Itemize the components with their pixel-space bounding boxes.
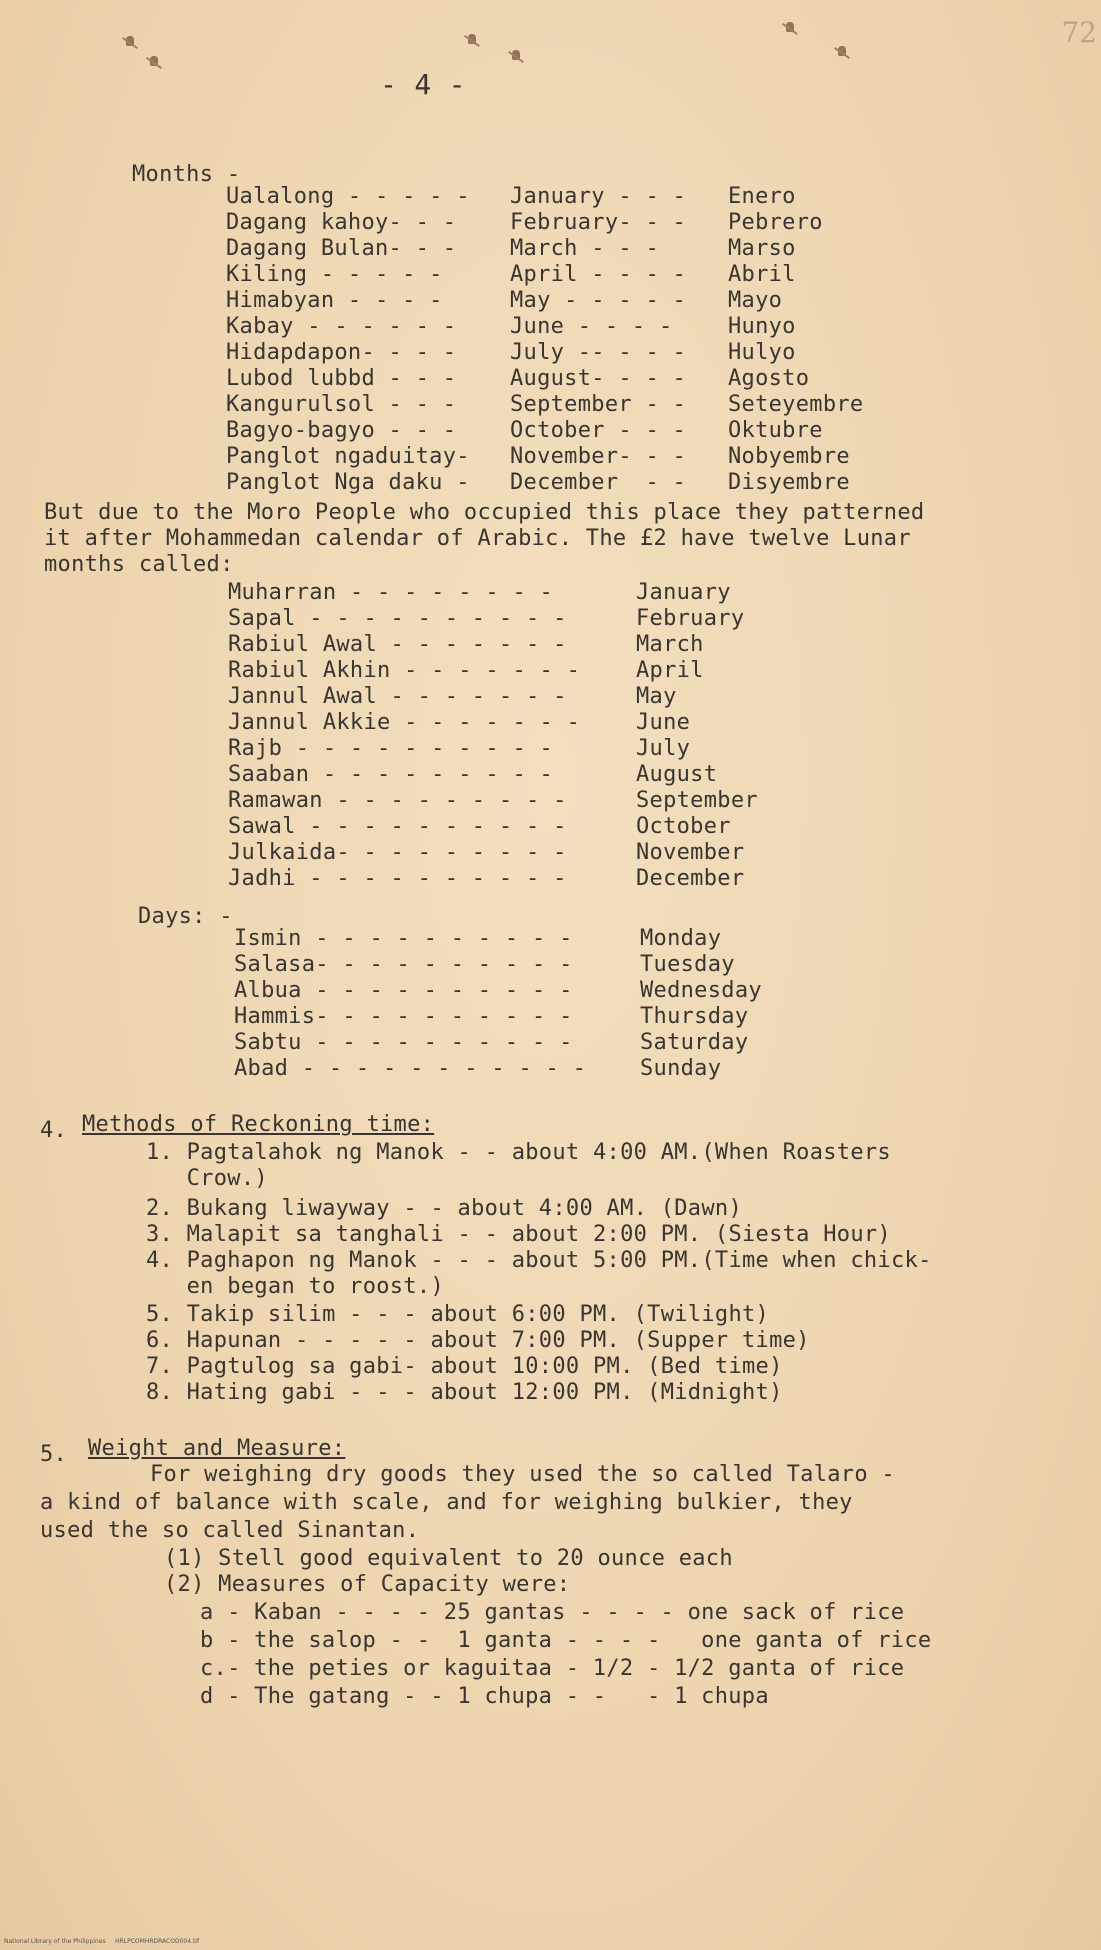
- month-spanish: Enero: [728, 184, 796, 209]
- capacity-item: a - Kaban - - - - 25 gantas - - - - one sack of rice: [200, 1600, 905, 1625]
- month-local: Himabyan - - - -: [226, 288, 443, 313]
- month-english: May - - - - -: [510, 288, 687, 313]
- day-english: Saturday: [640, 1030, 749, 1055]
- capacity-item: c.- the peties or kaguitaa - 1/2 - 1/2 ganta of rice: [200, 1656, 905, 1681]
- month-spanish: Abril: [728, 262, 796, 287]
- month-spanish: Pebrero: [728, 210, 823, 235]
- day-english: Sunday: [640, 1056, 722, 1081]
- day-english: Thursday: [640, 1004, 749, 1029]
- month-local: Dagang Bulan- - -: [226, 236, 457, 261]
- month-english: October - - -: [510, 418, 687, 443]
- month-spanish: Hunyo: [728, 314, 796, 339]
- lunar-month-english: August: [636, 762, 718, 787]
- month-spanish: Nobyembre: [728, 444, 850, 469]
- paragraph-line: months called:: [44, 552, 234, 577]
- lunar-month-english: February: [636, 606, 745, 631]
- lunar-month-name: Saaban - - - - - - - - -: [228, 762, 554, 787]
- month-local: Kiling - - - - -: [226, 262, 443, 287]
- day-name: Sabtu - - - - - - - - - -: [234, 1030, 573, 1055]
- section-5-number: 5.: [40, 1442, 68, 1467]
- month-local: Kangurulsol - - -: [226, 392, 457, 417]
- reckoning-item: 4. Paghapon ng Manok - - - about 5:00 PM.(Time when chick-: [146, 1248, 932, 1273]
- lunar-month-english: December: [636, 866, 745, 891]
- month-local: Lubod lubbd - - -: [226, 366, 457, 391]
- month-spanish: Hulyo: [728, 340, 796, 365]
- lunar-month-english: November: [636, 840, 745, 865]
- lunar-month-name: Sawal - - - - - - - - - -: [228, 814, 567, 839]
- lunar-month-english: January: [636, 580, 731, 605]
- measure-item: (2) Measures of Capacity were:: [164, 1572, 571, 1597]
- lunar-month-english: May: [636, 684, 677, 709]
- month-english: March - - -: [510, 236, 659, 261]
- month-local: Panglot ngaduitay-: [226, 444, 470, 469]
- month-english: November- - -: [510, 444, 687, 469]
- section-4-number: 4.: [40, 1118, 68, 1143]
- month-spanish: Oktubre: [728, 418, 823, 443]
- month-local: Panglot Nga daku -: [226, 470, 470, 495]
- day-english: Monday: [640, 926, 722, 951]
- lunar-month-name: Jannul Akkie - - - - - - -: [228, 710, 581, 735]
- reckoning-item: 8. Hating gabi - - - about 12:00 PM. (Midnight): [146, 1380, 783, 1405]
- month-english: September - -: [510, 392, 687, 417]
- month-english: February- - -: [510, 210, 687, 235]
- day-name: Hammis- - - - - - - - - -: [234, 1004, 573, 1029]
- lunar-month-name: Rabiul Akhin - - - - - - -: [228, 658, 581, 683]
- archive-footer: National Library of the Philippines HRLPCOMHRDRACOD004.tif: [4, 1938, 200, 1945]
- measure-item: (1) Stell good equivalent to 20 ounce each: [164, 1546, 733, 1571]
- pin-mark: [512, 50, 520, 60]
- month-english: July -- - - -: [510, 340, 687, 365]
- lunar-month-english: September: [636, 788, 758, 813]
- month-spanish: Seteyembre: [728, 392, 864, 417]
- reckoning-item: Crow.): [146, 1166, 268, 1191]
- capacity-item: b - the salop - - 1 ganta - - - - one ganta of rice: [200, 1628, 932, 1653]
- day-name: Albua - - - - - - - - - -: [234, 978, 573, 1003]
- reckoning-item: 3. Malapit sa tanghali - - about 2:00 PM. (Siesta Hour): [146, 1222, 891, 1247]
- pin-mark: [838, 46, 846, 56]
- lunar-month-name: Jannul Awal - - - - - - -: [228, 684, 567, 709]
- lunar-month-name: Muharran - - - - - - - -: [228, 580, 554, 605]
- lunar-month-name: Sapal - - - - - - - - - -: [228, 606, 567, 631]
- months-heading: Months -: [132, 162, 241, 187]
- reckoning-item: 5. Takip silim - - - about 6:00 PM. (Twilight): [146, 1302, 770, 1327]
- paragraph-line: used the so called Sinantan.: [40, 1518, 420, 1543]
- corner-mark: 72: [1061, 16, 1097, 49]
- lunar-month-name: Ramawan - - - - - - - - -: [228, 788, 567, 813]
- reckoning-item: en began to roost.): [146, 1274, 444, 1299]
- day-name: Abad - - - - - - - - - - -: [234, 1056, 587, 1081]
- paragraph-line: it after Mohammedan calendar of Arabic. The £2 have twelve Lunar: [44, 526, 911, 551]
- month-english: June - - - -: [510, 314, 673, 339]
- month-spanish: Disyembre: [728, 470, 850, 495]
- paragraph-line: For weighing dry goods they used the so called Talaro -: [150, 1462, 895, 1487]
- lunar-month-english: July: [636, 736, 691, 761]
- capacity-item: d - The gatang - - 1 chupa - - - 1 chupa: [200, 1684, 769, 1709]
- day-name: Ismin - - - - - - - - - -: [234, 926, 573, 951]
- month-english: August- - - -: [510, 366, 687, 391]
- pin-mark: [786, 22, 794, 32]
- day-english: Wednesday: [640, 978, 762, 1003]
- month-local: Kabay - - - - - -: [226, 314, 457, 339]
- section-5-heading: Weight and Measure:: [88, 1436, 346, 1461]
- paragraph-line: But due to the Moro People who occupied this place they patterned: [44, 500, 925, 525]
- month-english: December - -: [510, 470, 687, 495]
- month-english: April - - - -: [510, 262, 687, 287]
- day-name: Salasa- - - - - - - - - -: [234, 952, 573, 977]
- reckoning-item: 2. Bukang liwayway - - about 4:00 AM. (Dawn): [146, 1196, 742, 1221]
- pin-mark: [150, 56, 158, 66]
- paragraph-line: a kind of balance with scale, and for weighing bulkier, they: [40, 1490, 853, 1515]
- lunar-month-name: Rajb - - - - - - - - - -: [228, 736, 554, 761]
- lunar-month-english: March: [636, 632, 704, 657]
- month-local: Bagyo-bagyo - - -: [226, 418, 457, 443]
- lunar-month-name: Jadhi - - - - - - - - - -: [228, 866, 567, 891]
- reckoning-item: 6. Hapunan - - - - - about 7:00 PM. (Supper time): [146, 1328, 810, 1353]
- day-english: Tuesday: [640, 952, 735, 977]
- pin-mark: [126, 36, 134, 46]
- month-spanish: Agosto: [728, 366, 810, 391]
- lunar-month-name: Rabiul Awal - - - - - - -: [228, 632, 567, 657]
- month-local: Hidapdapon- - - -: [226, 340, 457, 365]
- month-spanish: Marso: [728, 236, 796, 261]
- month-local: Ualalong - - - - -: [226, 184, 470, 209]
- lunar-month-english: April: [636, 658, 704, 683]
- month-english: January - - -: [510, 184, 687, 209]
- month-local: Dagang kahoy- - -: [226, 210, 457, 235]
- section-4-heading: Methods of Reckoning time:: [82, 1112, 435, 1137]
- lunar-month-english: June: [636, 710, 691, 735]
- days-heading: Days: -: [138, 904, 233, 929]
- lunar-month-english: October: [636, 814, 731, 839]
- pin-mark: [468, 34, 476, 44]
- month-spanish: Mayo: [728, 288, 783, 313]
- reckoning-item: 1. Pagtalahok ng Manok - - about 4:00 AM.(When Roasters: [146, 1140, 891, 1165]
- page-number: - 4 -: [380, 68, 466, 101]
- reckoning-item: 7. Pagtulog sa gabi- about 10:00 PM. (Bed time): [146, 1354, 783, 1379]
- lunar-month-name: Julkaida- - - - - - - - -: [228, 840, 567, 865]
